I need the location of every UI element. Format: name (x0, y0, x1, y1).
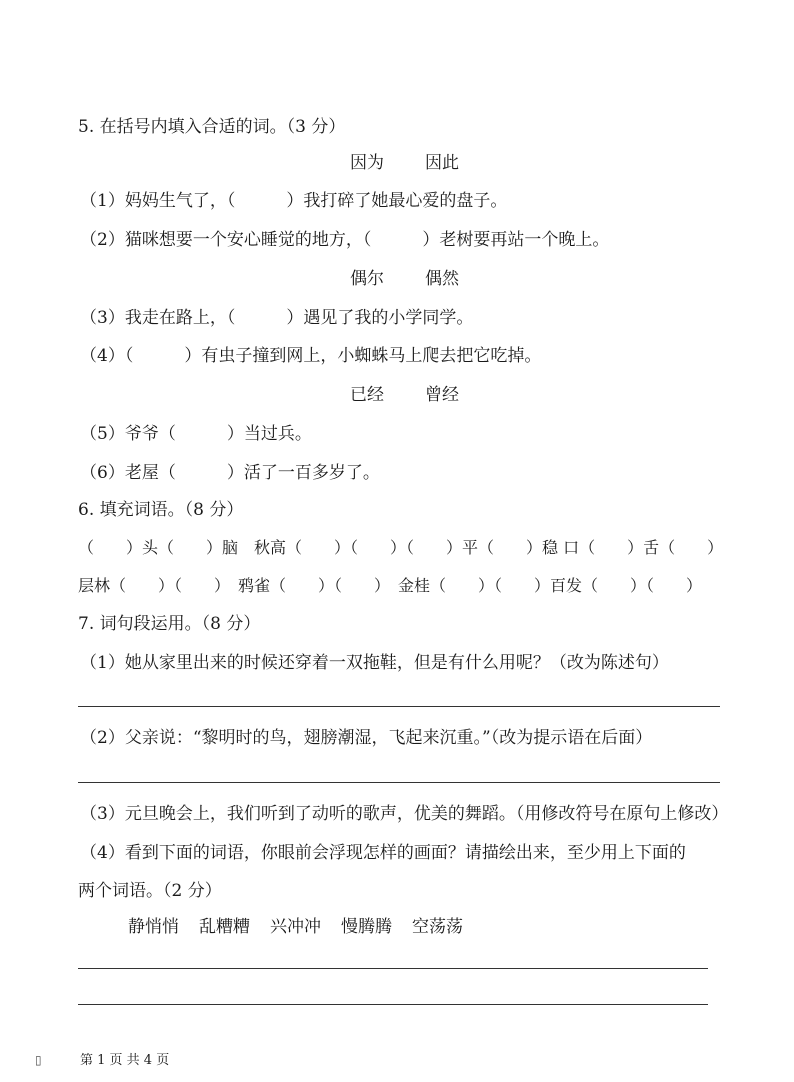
q5-sentence-1: （1）妈妈生气了，（ ）我打碎了她最心爱的盘子。 (80, 191, 508, 211)
q7-sentence-1: （1）她从家里出来的时候还穿着一双拖鞋，但是有什么用呢？（改为陈述句） (80, 653, 669, 673)
q5-sentence-3: （3）我走在路上，（ ）遇见了我的小学同学。 (80, 308, 474, 328)
q7-word-4: 慢腾腾 (341, 917, 392, 937)
q6-row-2: 层林（ ）（ ） 鸦雀（ ）（ ） 金桂（ ）（ ）百发（ ）（ ） (78, 576, 703, 595)
q5-word-option-5: 已经 (350, 385, 384, 405)
q6-heading: 6. 填充词语。（8 分） (78, 500, 244, 520)
q7-sentence-3: （3）元旦晚会上，我们听到了动听的歌声，优美的舞蹈。（用修改符号在原句上修改） (80, 804, 729, 824)
q5-word-option-2: 因此 (425, 153, 459, 173)
q7-sentence-2: （2）父亲说：“黎明时的鸟，翅膀潮湿，飞起来沉重。”（改为提示语在后面） (80, 728, 653, 748)
q5-word-option-1: 因为 (350, 153, 384, 173)
q6-row-1: （ ）头（ ）脑 秋高（ ）（ ）（ ）平（ ）稳 口（ ）舌（ ） (78, 538, 724, 557)
q5-word-option-3: 偶尔 (350, 269, 384, 289)
q5-sentence-2: （2）猫咪想要一个安心睡觉的地方，（ ）老树要再站一个晚上。 (80, 230, 610, 250)
q5-sentence-5: （5）爷爷（ ）当过兵。 (80, 424, 312, 444)
q7-sentence-4-line-1: （4）看到下面的词语，你眼前会浮现怎样的画面？请描绘出来，至少用上下面的 (80, 843, 686, 863)
q7-word-1: 静悄悄 (128, 917, 179, 937)
q7-heading: 7. 词句段运用。（8 分） (78, 614, 261, 634)
page-number: 第 1 页 共 4 页 (80, 1053, 170, 1068)
q7-word-2: 乱糟糟 (199, 917, 250, 937)
page-corner-mark: ▯ (35, 1053, 42, 1067)
q7-word-3: 兴冲冲 (270, 917, 321, 937)
q7-word-5: 空荡荡 (412, 917, 463, 937)
q5-sentence-6: （6）老屋（ ）活了一百多岁了。 (80, 463, 380, 483)
q5-word-option-6: 曾经 (425, 385, 459, 405)
answer-line-1[interactable] (78, 706, 720, 707)
q5-sentence-4: （4）（ ）有虫子撞到网上，小蜘蛛马上爬去把它吃掉。 (80, 346, 542, 366)
answer-line-3[interactable] (78, 968, 708, 969)
answer-line-2[interactable] (78, 782, 720, 783)
q5-heading: 5. 在括号内填入合适的词。（3 分） (78, 117, 346, 137)
q7-sentence-4-line-2: 两个词语。（2 分） (78, 881, 222, 901)
answer-line-4[interactable] (78, 1004, 708, 1005)
q5-word-option-4: 偶然 (425, 269, 459, 289)
